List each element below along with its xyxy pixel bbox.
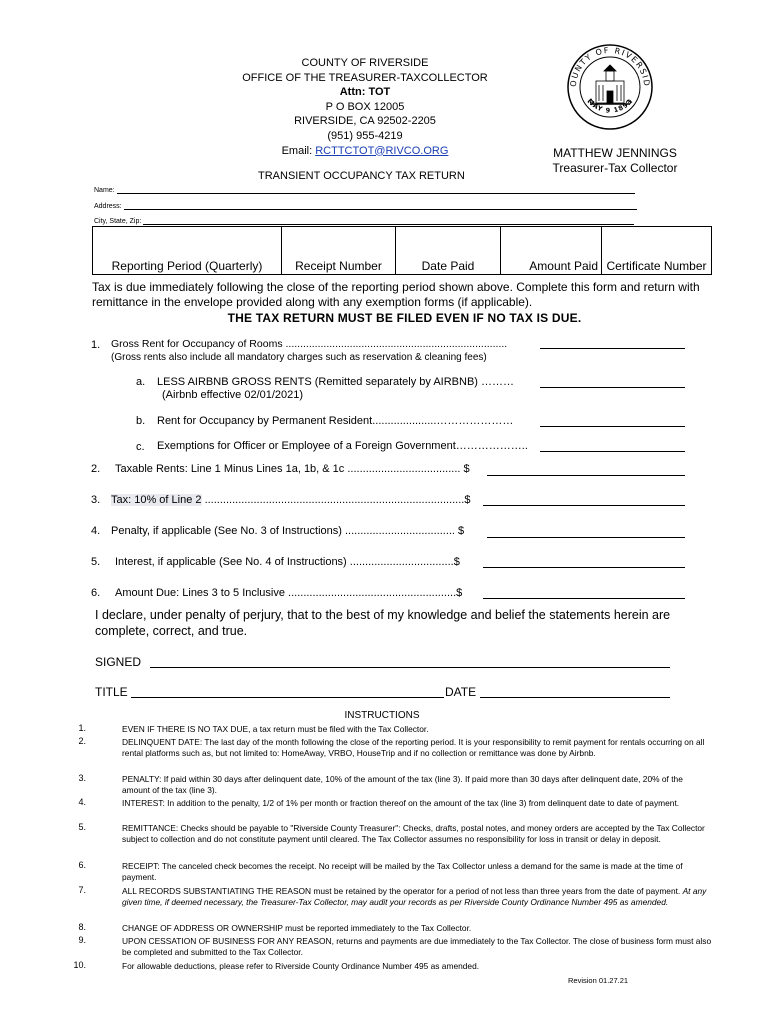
receipt-number-header: Receipt Number [295, 259, 382, 273]
line-1a-number: a. [136, 376, 146, 388]
instruction-number: 9. [78, 935, 86, 945]
instruction-item: EVEN IF THERE IS NO TAX DUE, a tax return must be filed with the Tax Collector. [122, 724, 429, 734]
line-1-note: (Gross rents also include all mandatory charges such as reservation & cleaning fees) [111, 352, 487, 363]
declaration-text: I declare, under penalty of perjury, that to the best of my knowledge and belief the statements herein are complete, correct, and true. [95, 608, 671, 638]
instruction-number: 7. [78, 885, 86, 895]
line-1a-label: LESS AIRBNB GROSS RENTS (Remitted separately by AIRBNB) ……… [157, 376, 514, 388]
signed-label: SIGNED [95, 655, 142, 669]
instruction-number: 4. [78, 797, 86, 807]
header-county: COUNTY OF RIVERSIDE [301, 57, 429, 69]
instruction-7-text: ALL RECORDS SUBSTANTIATING THE REASON must be retained by the operator for a period of not less than three years from the date of payment. [122, 886, 681, 896]
name-row [94, 186, 635, 194]
revision-label: Revision 01.27.21 [568, 976, 629, 985]
line-1c-number: c. [136, 441, 145, 453]
line-1-field[interactable] [540, 348, 685, 349]
reporting-period-table [92, 226, 712, 275]
certificate-number-header: Certificate Number [606, 259, 707, 273]
title-field[interactable] [131, 697, 444, 698]
receipt-number-cell[interactable] [282, 227, 396, 275]
instruction-item: PENALTY: If paid within 30 days after delinquent date, 10% of the amount of the tax (line 3). If paid more than 30 days after delinquent date, 20% of the amount of the tax (line 3). [122, 774, 683, 795]
name-field[interactable] [117, 186, 635, 194]
amount-paid-cell[interactable] [501, 227, 602, 275]
form-title: TRANSIENT OCCUPANCY TAX RETURN [258, 170, 465, 182]
instruction-number: 1. [78, 723, 86, 733]
line-4-number: 4. [91, 525, 101, 537]
line-1a-field[interactable] [540, 387, 685, 388]
line-1c-field[interactable] [540, 451, 685, 452]
email-label: Email: [281, 144, 313, 157]
certificate-number-cell[interactable] [602, 227, 712, 275]
title-label: TITLE [95, 685, 128, 699]
line-2-field[interactable] [487, 475, 685, 476]
seal-text-bottom: MAY 9 1893 [585, 97, 635, 115]
amount-paid-header: Amount Paid [529, 259, 598, 273]
instructions-title: INSTRUCTIONS [344, 710, 420, 721]
line-4-field[interactable] [487, 537, 685, 538]
line-5-field[interactable] [483, 567, 685, 568]
line-3-label-row [111, 494, 470, 506]
official-name: MATTHEW JENNINGS [553, 146, 677, 160]
city-row [94, 217, 634, 225]
reporting-period-cell[interactable] [93, 227, 282, 275]
instruction-7-italic: At any given time, if deemed necessary, the Treasurer-Tax Collector, may audit your records as per Riverside County Ordinance Number 495 as amended. [122, 886, 707, 907]
address-label: Address: [94, 203, 122, 210]
line-3-label: Tax: 10% of Line 2 [111, 494, 202, 506]
agency-header [160, 56, 570, 158]
instruction-item: CHANGE OF ADDRESS OR OWNERSHIP must be reported immediately to the Tax Collector. [122, 923, 472, 933]
date-label: DATE [445, 685, 477, 699]
line-6-field[interactable] [483, 598, 685, 599]
intro-text: Tax is due immediately following the close of the reporting period shown above. Complete this form and return with remittance in the envelope provided along with any exemption forms (if applicable). [92, 280, 700, 309]
line-1-number: 1. [91, 339, 101, 351]
instruction-item: For allowable deductions, please refer to Riverside County Ordinance Number 495 as amended. [122, 961, 480, 971]
instruction-number: 5. [78, 822, 86, 832]
instruction-number: 2. [78, 736, 86, 746]
date-field[interactable] [480, 697, 670, 698]
instruction-item: REMITTANCE: Checks should be payable to "Riverside County Treasurer": Checks, drafts, postal notes, and money orders are accepted by the Tax Collector subject to collection and do not constitute payment until cleared. The Tax Collector assumes no responsibility for loss in transit or delay in deposit. [122, 823, 705, 844]
signature-field[interactable] [150, 667, 670, 668]
address-row [94, 202, 637, 210]
must-file-notice: THE TAX RETURN MUST BE FILED EVEN IF NO TAX IS DUE. [227, 311, 582, 325]
instruction-item: DELINQUENT DATE: The last day of the month following the close of the reporting period. It is your responsibility to remit payment for rentals occurring on all rental platforms such as, but not limited to: HomeAway, VRBO, HouseTrip and if no collection or remittance was done by Airbnb. [122, 737, 705, 758]
instruction-item [122, 886, 712, 908]
header-phone: (951) 955-4219 [327, 129, 403, 142]
line-3-number: 3. [91, 494, 101, 506]
instruction-number: 3. [78, 773, 86, 783]
line-5-number: 5. [91, 556, 101, 568]
line-3-field[interactable] [483, 505, 685, 506]
instruction-number: 10. [73, 960, 86, 970]
instruction-number: 6. [78, 860, 86, 870]
header-email-row [160, 144, 570, 159]
instruction-item: INTEREST: In addition to the penalty, 1/2 of 1% per month or fraction thereof on the amount of the tax (line 3) from delinquent date to date of payment. [122, 798, 680, 808]
line-4-label: Penalty, if applicable (See No. 3 of Instructions) .................................... $ [111, 525, 465, 537]
line-6-number: 6. [91, 587, 101, 599]
instruction-item: RECEIPT: The canceled check becomes the receipt. No receipt will be mailed by the Tax Collector unless a demand for the same is made at the time of payment. [122, 861, 683, 882]
instruction-item: UPON CESSATION OF BUSINESS FOR ANY REASON, returns and payments are due immediately to the Tax Collector. The close of business form must also be completed and submitted to the Tax Collector. [122, 936, 712, 957]
header-city: RIVERSIDE, CA 92502-2205 [294, 115, 436, 128]
address-field[interactable] [124, 202, 637, 210]
line-2-label: Taxable Rents: Line 1 Minus Lines 1a, 1b, & 1c ..................................... $ [115, 463, 470, 475]
line-1b-field[interactable] [540, 426, 685, 427]
instruction-number: 8. [78, 922, 86, 932]
line-6-label: Amount Due: Lines 3 to 5 Inclusive .......................................................$ [115, 587, 463, 599]
date-paid-header: Date Paid [421, 259, 475, 273]
city-label: City, State, Zip: [94, 218, 142, 225]
line-2-number: 2. [91, 463, 101, 475]
county-seal-icon [566, 43, 654, 131]
line-1c-label: Exemptions for Officer or Employee of a Foreign Government……………….. [157, 440, 528, 452]
reporting-period-header: Reporting Period (Quarterly) [111, 259, 263, 273]
official-title: Treasurer-Tax Collector [552, 161, 678, 175]
official-block [520, 146, 710, 176]
email-link[interactable]: RCTTCTOT@RIVCO.ORG [315, 144, 449, 157]
header-pobox: P O BOX 12005 [325, 100, 405, 113]
line-5-label: Interest, if applicable (See No. 4 of Instructions) ..................................$ [115, 556, 460, 568]
line-1-label: Gross Rent for Occupancy of Rooms ............................................................................ [111, 338, 508, 350]
date-paid-cell[interactable] [396, 227, 501, 275]
seal-text-top: OUNTY OF RIVERSID [568, 45, 652, 88]
line-1a-note: (Airbnb effective 02/01/2021) [162, 389, 304, 401]
name-label: Name: [94, 187, 115, 194]
line-1b-label: Rent for Occupancy by Permanent Resident.....................………………… [157, 415, 514, 427]
line-1b-number: b. [136, 415, 146, 427]
line-3-dots: .....................................................................................$ [201, 494, 471, 506]
city-field[interactable] [143, 217, 634, 225]
header-attn: Attn: TOT [339, 86, 391, 99]
header-office: OFFICE OF THE TREASURER-TAXCOLLECTOR [242, 71, 488, 84]
